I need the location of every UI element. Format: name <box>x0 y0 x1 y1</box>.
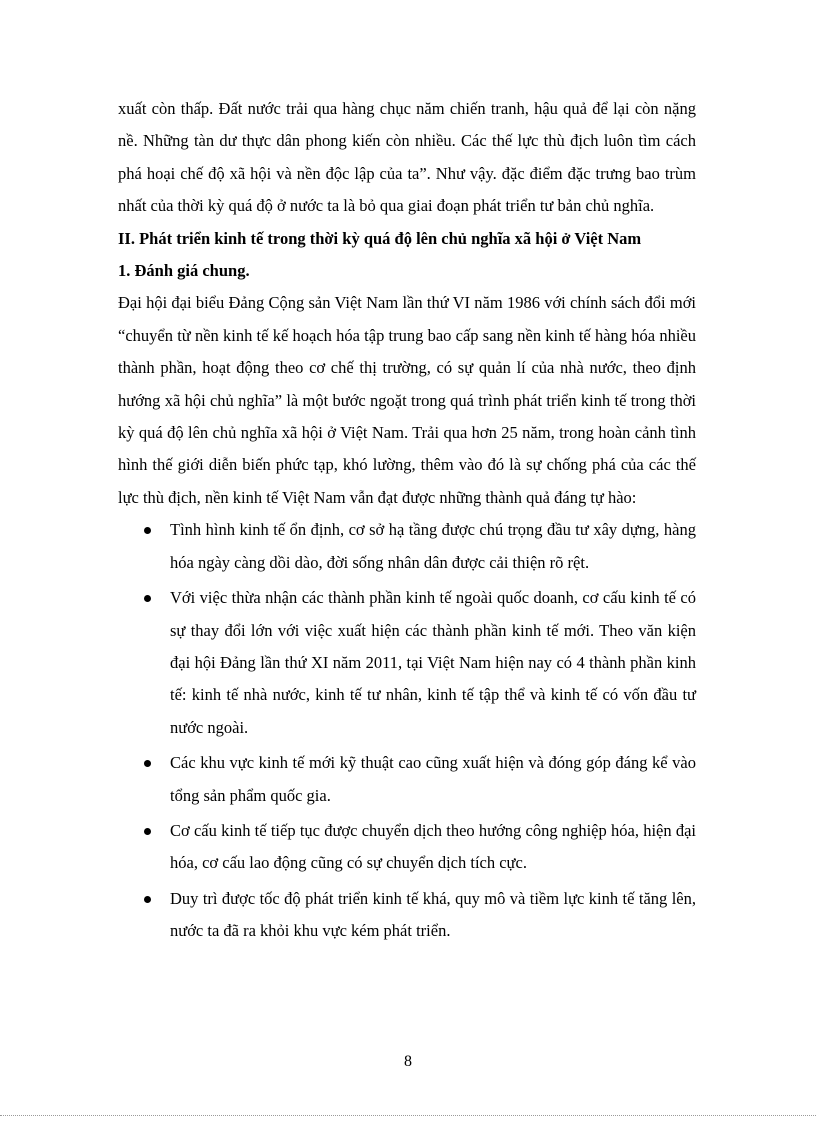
main-paragraph: Đại hội đại biểu Đảng Cộng sản Việt Nam lần thứ VI năm 1986 với chính sách đổi mới “chuyển từ nền kinh tế kế hoạch hóa tập trung bao cấp sang nền kinh tế hàng hóa nhiều thành phần, hoạt động theo cơ chế thị trường, có sự quản lí của nhà nước, theo định hướng xã hội chủ nghĩa” là một bước ngoặt trong quá trình phát triển kinh tế trong thời kỳ quá độ lên chủ nghĩa xã hội ở Việt Nam. Trải qua hơn 25 năm, trong hoàn cảnh tình hình thế giới diễn biến phức tạp, khó lường, thêm vào đó là sự chống phá của các thế lực thù địch, nền kinh tế Việt Nam vẫn đạt được những thành quả đáng tự hào: <box>118 293 696 507</box>
list-item-text: Tình hình kinh tế ổn định, cơ sở hạ tầng được chú trọng đầu tư xây dựng, hàng hóa ngày càng dồi dào, đời sống nhân dân được cải thiện rõ rệt. <box>170 520 696 572</box>
achievements-list <box>118 514 696 947</box>
bullet-icon <box>144 527 151 534</box>
intro-paragraph: xuất còn thấp. Đất nước trải qua hàng chục năm chiến tranh, hậu quả để lại còn nặng nề. Những tàn dư thực dân phong kiến còn nhiều. Các thế lực thù địch luôn tìm cách phá hoại chế độ xã hội và nền độc lập của ta”. Như vậy. đặc điểm đặc trưng bao trùm nhất của thời kỳ quá độ ở nước ta là bỏ qua giai đoạn phát triển tư bản chủ nghĩa. <box>118 99 696 216</box>
list-item <box>118 514 696 579</box>
section-heading: II. Phát triển kinh tế trong thời kỳ quá độ lên chủ nghĩa xã hội ở Việt Nam <box>118 228 642 248</box>
subsection-heading: 1. Đánh giá chung. <box>118 261 250 281</box>
page-number: 8 <box>404 1053 412 1070</box>
bullet-icon <box>144 760 151 767</box>
bullet-icon <box>144 828 151 835</box>
list-item-text: Cơ cấu kinh tế tiếp tục được chuyển dịch theo hướng công nghiệp hóa, hiện đại hóa, cơ cấu lao động cũng có sự chuyển dịch tích cực. <box>170 820 696 873</box>
bullet-icon <box>144 595 151 602</box>
bullet-icon <box>144 896 151 903</box>
list-item-text: Duy trì được tốc độ phát triển kinh tế khá, quy mô và tiềm lực kinh tế tăng lên, nước ta đã ra khỏi khu vực kém phát triển. <box>170 888 696 941</box>
list-item <box>118 747 696 812</box>
list-item <box>118 582 696 744</box>
list-item <box>118 815 696 880</box>
list-item <box>118 883 696 948</box>
page-bottom-divider <box>0 1115 816 1116</box>
list-item-text: Với việc thừa nhận các thành phần kinh tế ngoài quốc doanh, cơ cấu kinh tế có sự thay đổi lớn với việc xuất hiện các thành phần kinh tế mới. Theo văn kiện đại hội Đảng lần thứ XI năm 2011, tại Việt Nam hiện nay có 4 thành phần kinh tế: kinh tế nhà nước, kinh tế tư nhân, kinh tế tập thể và kinh tế có vốn đầu tư nước ngoài. <box>170 588 696 737</box>
list-item-text: Các khu vực kinh tế mới kỹ thuật cao cũng xuất hiện và đóng góp đáng kể vào tổng sản phẩm quốc gia. <box>170 753 696 805</box>
document-page <box>118 93 696 948</box>
